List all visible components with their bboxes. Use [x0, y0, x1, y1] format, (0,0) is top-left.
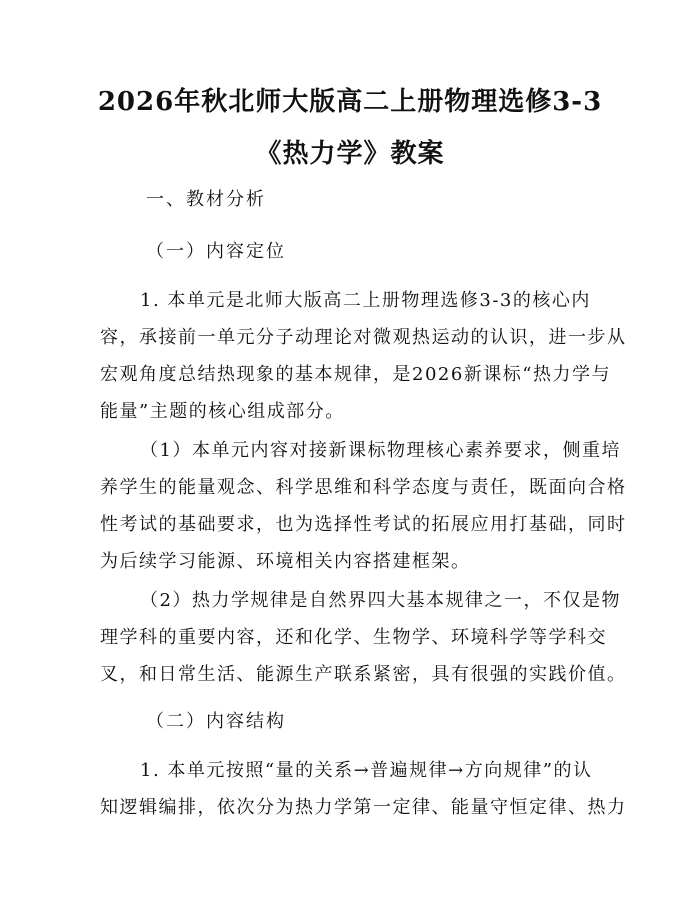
- section-heading-textbook-analysis: 一、教材分析: [146, 189, 266, 210]
- paragraph-core-literacy: [100, 432, 627, 580]
- subsection-heading-content-positioning: （一）内容定位: [146, 241, 286, 262]
- paragraph-line: 为后续学习能源、环境相关内容搭建框架。: [100, 551, 471, 572]
- paragraph-line: 容，承接前一单元分子动理论对微观热运动的认识，进一步从: [100, 327, 627, 348]
- paragraph-unit-structure: [100, 752, 627, 826]
- subsection-heading-content-structure: （二）内容结构: [146, 711, 286, 732]
- document-title-line-2: 《热力学》教案: [255, 139, 445, 169]
- paragraph-thermodynamics-laws: [100, 582, 627, 693]
- paragraph-line: 1. 本单元是北师大版高二上册物理选修3-3的核心内: [140, 290, 591, 311]
- paragraph-line: 理学科的重要内容，还和化学、生物学、环境科学等学科交: [100, 627, 607, 648]
- paragraph-line: 1. 本单元按照“量的关系→普遍规律→方向规律”的认: [140, 760, 593, 781]
- paragraph-line: （2）热力学规律是自然界四大基本规律之一，不仅是物: [140, 590, 621, 611]
- paragraph-line: 养学生的能量观念、科学思维和科学态度与责任，既面向合格: [100, 477, 627, 498]
- paragraph-line: 知逻辑编排，依次分为热力学第一定律、能量守恒定律、热力: [100, 797, 627, 818]
- paragraph-line: 性考试的基础要求，也为选择性考试的拓展应用打基础，同时: [100, 514, 627, 535]
- paragraph-line: 能量”主题的核心组成部分。: [100, 401, 345, 422]
- paragraph-line: 宏观角度总结热现象的基本规律，是2026新课标“热力学与: [100, 364, 612, 385]
- paragraph-line: 叉，和日常生活、能源生产联系紧密，具有很强的实践价值。: [100, 664, 627, 685]
- paragraph-line: （1）本单元内容对接新课标物理核心素养要求，侧重培: [140, 440, 621, 461]
- paragraph-unit-overview: [100, 282, 627, 430]
- document-title-line-1: 2026年秋北师大版高二上册物理选修3-3: [97, 87, 603, 117]
